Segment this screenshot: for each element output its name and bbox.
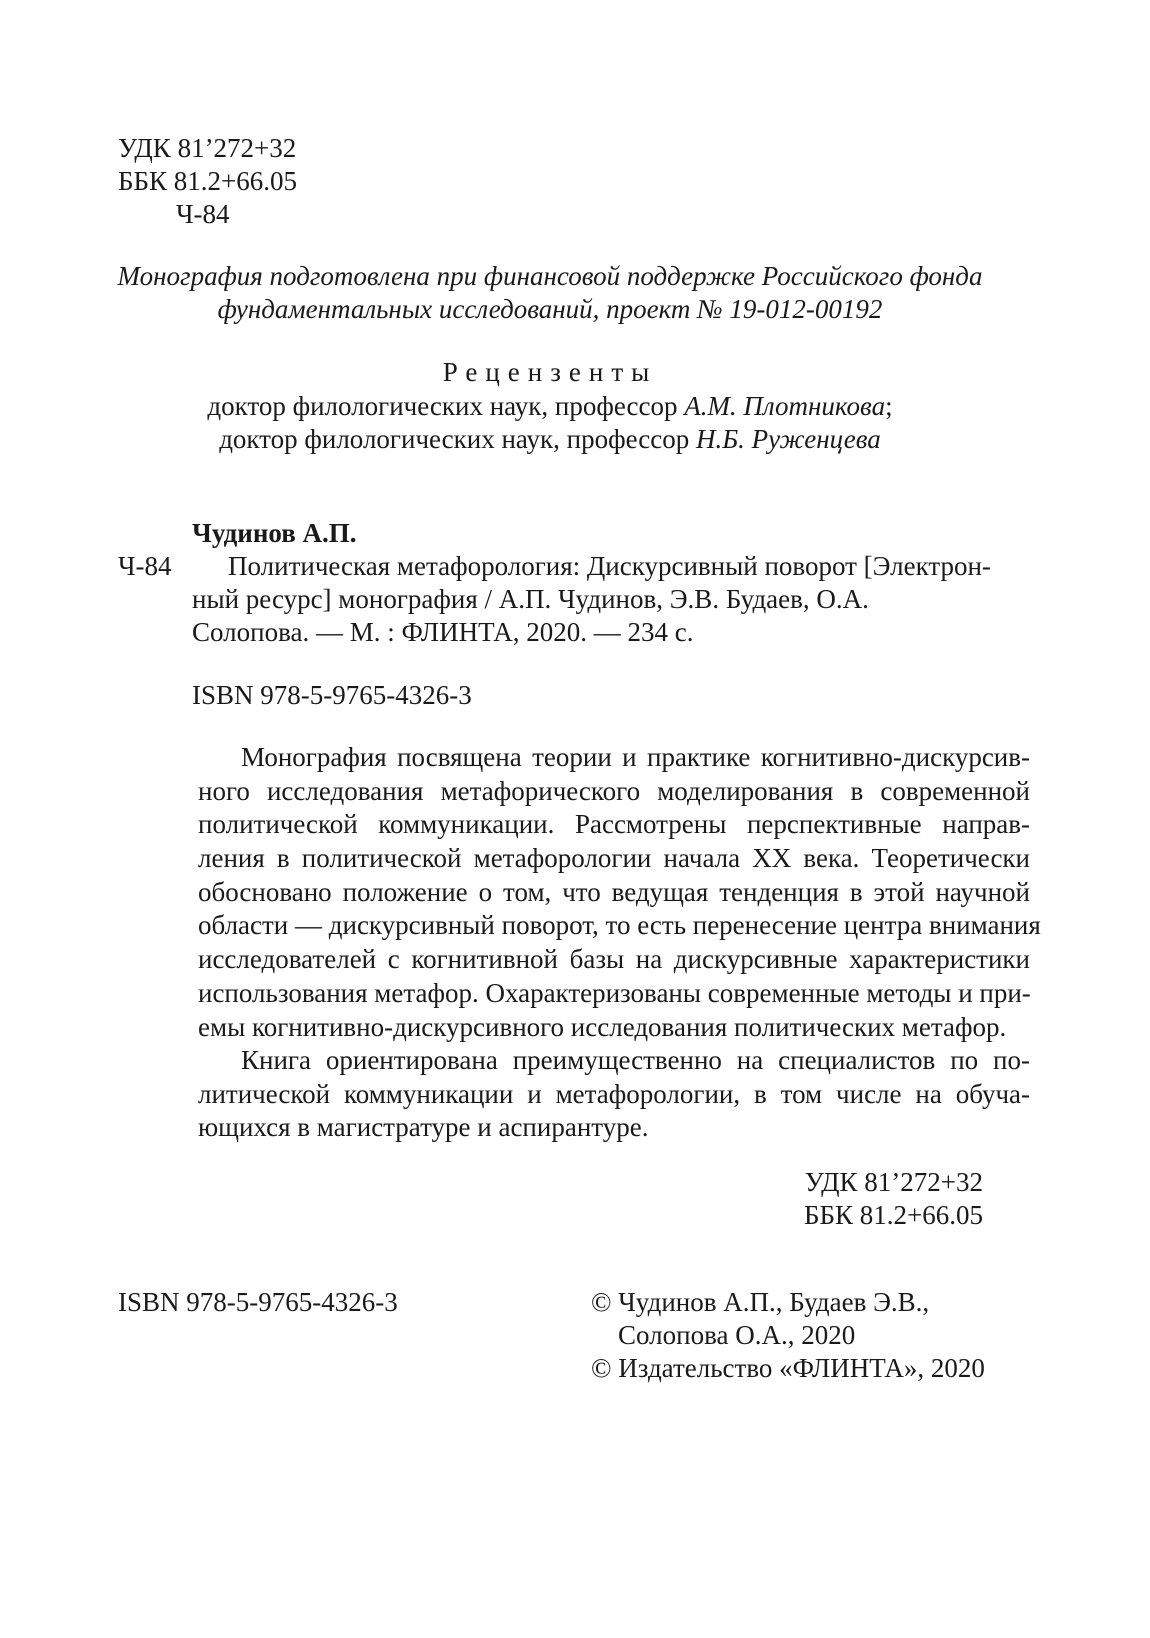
abstract-line: ющихся в магистратуре и аспирантуре.: [198, 1112, 649, 1143]
copyright-authors: © Чудинов А.П., Будаев Э.В.,: [591, 1287, 930, 1317]
bib-line-3: Солопова. — М. : ФЛИНТА, 2020. — 234 с.: [192, 617, 694, 647]
reviewers-heading: Рецензенты: [442, 357, 658, 387]
abstract-line: области — дискурсивный поворот, то есть перенесение центра внимания: [198, 910, 1041, 941]
bib-line-1: Политическая метафорология: Дискурсивный поворот [Электрон-: [228, 551, 991, 581]
copyright-authors-cont: Солопова О.А., 2020: [618, 1320, 856, 1350]
reviewer-1-name: А.М. Плотникова: [684, 391, 886, 421]
bib-author: Чудинов А.П.: [192, 518, 357, 548]
footer-isbn: ISBN 978-5-9765-4326-3: [118, 1287, 398, 1317]
bbk-code: ББК 81.2+66.05: [118, 166, 297, 196]
abstract-line: Монография посвящена теории и практике когнитивно-дискурсив-: [241, 742, 1030, 772]
footer-udk: УДК 81’272+32: [804, 1167, 983, 1197]
abstract-line: литической коммуникации и метафорологии, в том числе на обуча-: [198, 1078, 1030, 1109]
abstract-line: использования метафор. Охарактеризованы современные методы и при-: [198, 977, 1031, 1008]
reviewer-2-title: доктор филологических наук, профессор: [219, 424, 696, 454]
abstract-paragraph-1: [198, 741, 1041, 1044]
abstract-line: ления в политической метафорологии начала XX века. Теоретически: [198, 843, 1030, 874]
abstract-line: политической коммуникации. Рассмотрены перспективные направ-: [198, 809, 1030, 840]
udk-code: УДК 81’272+32: [118, 133, 297, 163]
copyright-publisher: © Издательство «ФЛИНТА», 2020: [591, 1353, 985, 1383]
author-mark: Ч-84: [176, 199, 230, 229]
funding-line-1: Монография подготовлена при финансовой поддержке Российского фонда: [117, 261, 983, 291]
funding-line-2: фундаментальных исследований, проект № 19-012-00192: [217, 294, 883, 324]
reviewer-2-name: Н.Б. Руженцева: [695, 424, 881, 454]
abstract-line: емы когнитивно-дискурсивного исследования политических метафор.: [198, 1011, 1007, 1042]
reviewer-1-title: доктор филологических наук, профессор: [207, 391, 685, 421]
abstract-line: Книга ориентирована преимущественно на специалистов по по-: [241, 1045, 1030, 1075]
reviewer-1-suffix: ;: [885, 391, 893, 421]
abstract-line: ного исследования метафорического моделирования в современной: [198, 775, 1030, 806]
abstract-paragraph-2: [198, 1044, 1030, 1145]
reviewer-2: [100, 423, 1000, 456]
bib-mark: Ч-84: [118, 551, 172, 581]
bib-isbn: ISBN 978-5-9765-4326-3: [192, 680, 472, 710]
abstract-line: обосновано положение о том, что ведущая тенденция в этой научной: [198, 876, 1030, 907]
abstract-line: исследователей с когнитивной базы на дискурсивные характеристики: [198, 944, 1030, 975]
footer-bbk: ББК 81.2+66.05: [804, 1200, 983, 1230]
bib-line-2: ный ресурс] монография / А.П. Чудинов, Э.В. Будаев, О.А.: [192, 584, 869, 614]
reviewer-1: [100, 390, 1000, 423]
